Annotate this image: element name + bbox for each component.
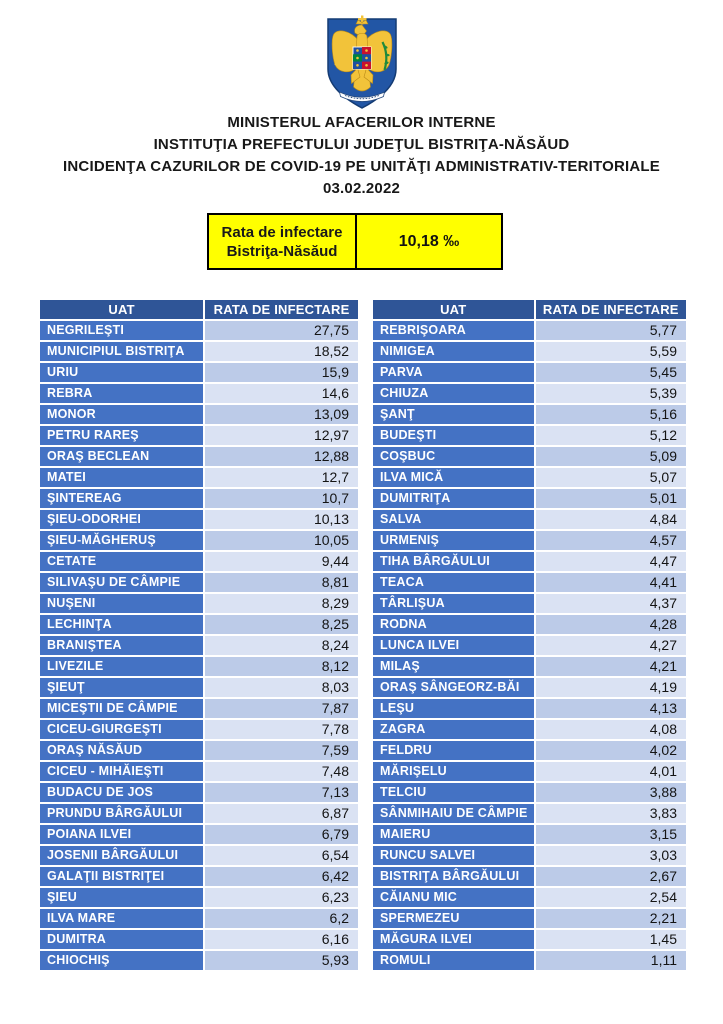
table-row [40, 720, 358, 739]
uat-name-cell: ŞIEUŢ [40, 678, 203, 697]
rate-box-label-line2: Bistriţa-Năsăud [226, 242, 338, 260]
table-row [40, 930, 358, 949]
rate-value-cell: 5,77 [536, 321, 686, 340]
rate-value-cell: 4,47 [536, 552, 686, 571]
rate-value-cell: 4,02 [536, 741, 686, 760]
rate-value-cell: 7,87 [205, 699, 358, 718]
rate-value-cell: 1,45 [536, 930, 686, 949]
rate-value-cell: 6,16 [205, 930, 358, 949]
uat-name-cell: CHIUZA [373, 384, 534, 403]
table-header [373, 300, 686, 319]
uat-name-cell: ŞANŢ [373, 405, 534, 424]
table-row [40, 384, 358, 403]
rate-value-cell: 4,57 [536, 531, 686, 550]
rate-value-cell: 10,05 [205, 531, 358, 550]
table-row [40, 447, 358, 466]
column-header-uat: UAT [40, 300, 203, 319]
uat-name-cell: REBRA [40, 384, 203, 403]
column-header-rate: RATA DE INFECTARE [205, 300, 358, 319]
table-row [373, 468, 686, 487]
rate-value-cell: 2,21 [536, 909, 686, 928]
table-row [40, 573, 358, 592]
rate-box-value: 10,18 ‰ [398, 232, 460, 250]
uat-name-cell: ŞIEU-MĂGHERUŞ [40, 531, 203, 550]
table-row [40, 951, 358, 970]
uat-name-cell: MILAŞ [373, 657, 534, 676]
rate-value-cell: 7,78 [205, 720, 358, 739]
table-row [373, 615, 686, 634]
title-line-date: 03.02.2022 [322, 180, 401, 197]
uat-name-cell: ORAŞ SÂNGEORZ-BĂI [373, 678, 534, 697]
table-row [40, 426, 358, 445]
rate-value-cell: 5,93 [205, 951, 358, 970]
document-title [0, 112, 723, 200]
rate-value-cell: 4,13 [536, 699, 686, 718]
uat-name-cell: SILIVAŞU DE CÂMPIE [40, 573, 203, 592]
romania-coat-of-arms-icon [322, 13, 402, 113]
table-row [373, 825, 686, 844]
rate-value-cell: 4,27 [536, 636, 686, 655]
table-row [40, 510, 358, 529]
rate-box-label [209, 215, 357, 268]
uat-name-cell: SÂNMIHAIU DE CÂMPIE [373, 804, 534, 823]
uat-name-cell: DUMITRIŢA [373, 489, 534, 508]
rate-value-cell: 8,24 [205, 636, 358, 655]
table-row [373, 573, 686, 592]
uat-name-cell: LIVEZILE [40, 657, 203, 676]
uat-name-cell: NIMIGEA [373, 342, 534, 361]
table-row [373, 426, 686, 445]
uat-name-cell: CICEU - MIHĂIEŞTI [40, 762, 203, 781]
uat-name-cell: BRANIŞTEA [40, 636, 203, 655]
table-header [40, 300, 358, 319]
table-row [373, 405, 686, 424]
rate-value-cell: 6,42 [205, 867, 358, 886]
title-line-ministry: MINISTERUL AFACERILOR INTERNE [227, 114, 496, 131]
column-header-rate: RATA DE INFECTARE [536, 300, 686, 319]
table-row [40, 594, 358, 613]
uat-name-cell: URIU [40, 363, 203, 382]
rate-value-cell: 4,37 [536, 594, 686, 613]
rate-value-cell: 15,9 [205, 363, 358, 382]
table-row [40, 783, 358, 802]
rate-value-cell: 5,01 [536, 489, 686, 508]
table-row [40, 678, 358, 697]
rate-value-cell: 6,79 [205, 825, 358, 844]
coat-of-arms-svg [322, 13, 402, 113]
uat-name-cell: LUNCA ILVEI [373, 636, 534, 655]
table-body [373, 321, 686, 970]
uat-name-cell: CHIOCHIŞ [40, 951, 203, 970]
table-row [373, 846, 686, 865]
table-row [40, 636, 358, 655]
uat-name-cell: ŞIEU [40, 888, 203, 907]
uat-name-cell: ORAŞ BECLEAN [40, 447, 203, 466]
rate-value-cell: 5,16 [536, 405, 686, 424]
rate-value-cell: 4,08 [536, 720, 686, 739]
uat-name-cell: PETRU RAREŞ [40, 426, 203, 445]
rate-value-cell: 5,59 [536, 342, 686, 361]
table-row [40, 489, 358, 508]
uat-name-cell: TIHA BÂRGĂULUI [373, 552, 534, 571]
table-row [40, 762, 358, 781]
table-row [40, 804, 358, 823]
uat-name-cell: URMENIŞ [373, 531, 534, 550]
table-row [373, 321, 686, 340]
rate-value-cell: 14,6 [205, 384, 358, 403]
uat-name-cell: PRUNDU BÂRGĂULUI [40, 804, 203, 823]
rate-value-cell: 4,41 [536, 573, 686, 592]
uat-name-cell: BUDEŞTI [373, 426, 534, 445]
uat-name-cell: REBRIŞOARA [373, 321, 534, 340]
table-row [373, 888, 686, 907]
rate-value-cell: 6,87 [205, 804, 358, 823]
uat-name-cell: GALAŢII BISTRIŢEI [40, 867, 203, 886]
county-rate-box [207, 213, 503, 270]
rate-value-cell: 6,23 [205, 888, 358, 907]
table-row [40, 888, 358, 907]
rate-value-cell: 6,54 [205, 846, 358, 865]
rate-value-cell: 3,15 [536, 825, 686, 844]
table-row [40, 321, 358, 340]
uat-name-cell: MUNICIPIUL BISTRIŢA [40, 342, 203, 361]
uat-name-cell: MATEI [40, 468, 203, 487]
rate-value-cell: 2,54 [536, 888, 686, 907]
rate-value-cell: 7,59 [205, 741, 358, 760]
uat-name-cell: TELCIU [373, 783, 534, 802]
rate-value-cell: 8,25 [205, 615, 358, 634]
rate-value-cell: 7,48 [205, 762, 358, 781]
uat-name-cell: FELDRU [373, 741, 534, 760]
table-row [373, 951, 686, 970]
table-row [40, 657, 358, 676]
rate-value-cell: 5,12 [536, 426, 686, 445]
table-row [373, 531, 686, 550]
rate-value-cell: 12,88 [205, 447, 358, 466]
uat-name-cell: MICEŞTII DE CÂMPIE [40, 699, 203, 718]
table-row [373, 510, 686, 529]
rate-value-cell: 5,45 [536, 363, 686, 382]
table-row [373, 447, 686, 466]
table-row [373, 699, 686, 718]
rate-value-cell: 8,03 [205, 678, 358, 697]
uat-name-cell: LECHINŢA [40, 615, 203, 634]
table-row [373, 741, 686, 760]
uat-name-cell: CETATE [40, 552, 203, 571]
uat-name-cell: ILVA MARE [40, 909, 203, 928]
uat-name-cell: DUMITRA [40, 930, 203, 949]
uat-name-cell: PARVA [373, 363, 534, 382]
rate-value-cell: 5,09 [536, 447, 686, 466]
table-row [40, 615, 358, 634]
rate-value-cell: 3,83 [536, 804, 686, 823]
uat-name-cell: ROMULI [373, 951, 534, 970]
uat-name-cell: SPERMEZEU [373, 909, 534, 928]
uat-name-cell: BISTRIŢA BÂRGĂULUI [373, 867, 534, 886]
uat-name-cell: MĂRIŞELU [373, 762, 534, 781]
table-row [373, 384, 686, 403]
title-line-institution: INSTITUŢIA PREFECTULUI JUDEŢUL BISTRIŢA-NĂSĂUD [153, 136, 570, 153]
rate-value-cell: 2,67 [536, 867, 686, 886]
table-row [373, 594, 686, 613]
rate-value-cell: 4,01 [536, 762, 686, 781]
uat-name-cell: BUDACU DE JOS [40, 783, 203, 802]
uat-name-cell: MONOR [40, 405, 203, 424]
uat-name-cell: MAIERU [373, 825, 534, 844]
table-row [40, 867, 358, 886]
table-row [373, 867, 686, 886]
uat-name-cell: CĂIANU MIC [373, 888, 534, 907]
uat-name-cell: POIANA ILVEI [40, 825, 203, 844]
table-row [40, 468, 358, 487]
table-row [373, 363, 686, 382]
rate-value-cell: 3,88 [536, 783, 686, 802]
rate-value-cell: 4,28 [536, 615, 686, 634]
rate-value-cell: 4,84 [536, 510, 686, 529]
rate-value-cell: 8,81 [205, 573, 358, 592]
rate-value-cell: 8,29 [205, 594, 358, 613]
table-body [40, 321, 358, 970]
uat-name-cell: NEGRILEŞTI [40, 321, 203, 340]
title-line-subject: INCIDENŢA CAZURILOR DE COVID-19 PE UNITĂŢI ADMINISTRATIV-TERITORIALE [63, 158, 660, 175]
table-row [373, 720, 686, 739]
uat-name-cell: TÂRLIŞUA [373, 594, 534, 613]
rate-value-cell: 3,03 [536, 846, 686, 865]
table-row [373, 636, 686, 655]
uat-name-cell: NUŞENI [40, 594, 203, 613]
rate-value-cell: 4,19 [536, 678, 686, 697]
table-row [40, 531, 358, 550]
column-header-uat: UAT [373, 300, 534, 319]
rate-value-cell: 10,7 [205, 489, 358, 508]
table-row [40, 846, 358, 865]
uat-name-cell: ZAGRA [373, 720, 534, 739]
uat-name-cell: MĂGURA ILVEI [373, 930, 534, 949]
uat-table-left [40, 300, 358, 972]
uat-name-cell: LEŞU [373, 699, 534, 718]
rate-value-cell: 9,44 [205, 552, 358, 571]
table-row [40, 342, 358, 361]
table-row [40, 552, 358, 571]
table-row [373, 489, 686, 508]
rate-value-cell: 5,07 [536, 468, 686, 487]
rate-value-cell: 13,09 [205, 405, 358, 424]
uat-name-cell: CICEU-GIURGEŞTI [40, 720, 203, 739]
table-row [373, 930, 686, 949]
table-row [40, 363, 358, 382]
uat-name-cell: ORAŞ NĂSĂUD [40, 741, 203, 760]
uat-name-cell: TEACA [373, 573, 534, 592]
uat-name-cell: RODNA [373, 615, 534, 634]
uat-table-right [373, 300, 686, 972]
uat-name-cell: ŞINTEREAG [40, 489, 203, 508]
table-row [373, 678, 686, 697]
uat-name-cell: ILVA MICĂ [373, 468, 534, 487]
rate-value-cell: 8,12 [205, 657, 358, 676]
rate-value-cell: 27,75 [205, 321, 358, 340]
rate-value-cell: 7,13 [205, 783, 358, 802]
table-row [40, 699, 358, 718]
rate-value-cell: 10,13 [205, 510, 358, 529]
uat-name-cell: ŞIEU-ODORHEI [40, 510, 203, 529]
table-row [373, 804, 686, 823]
table-row [373, 783, 686, 802]
table-row [373, 342, 686, 361]
rate-value-cell: 5,39 [536, 384, 686, 403]
table-row [373, 909, 686, 928]
table-row [40, 825, 358, 844]
table-row [373, 552, 686, 571]
uat-name-cell: COŞBUC [373, 447, 534, 466]
rate-value-cell: 6,2 [205, 909, 358, 928]
table-row [373, 762, 686, 781]
uat-name-cell: JOSENII BÂRGĂULUI [40, 846, 203, 865]
rate-box-label-line1: Rata de infectare [221, 223, 343, 241]
rate-value-cell: 12,7 [205, 468, 358, 487]
uat-name-cell: RUNCU SALVEI [373, 846, 534, 865]
table-row [373, 657, 686, 676]
rate-value-cell: 1,11 [536, 951, 686, 970]
table-row [40, 741, 358, 760]
table-row [40, 909, 358, 928]
rate-value-cell: 12,97 [205, 426, 358, 445]
uat-name-cell: SALVA [373, 510, 534, 529]
rate-value-cell: 4,21 [536, 657, 686, 676]
rate-value-cell: 18,52 [205, 342, 358, 361]
table-row [40, 405, 358, 424]
